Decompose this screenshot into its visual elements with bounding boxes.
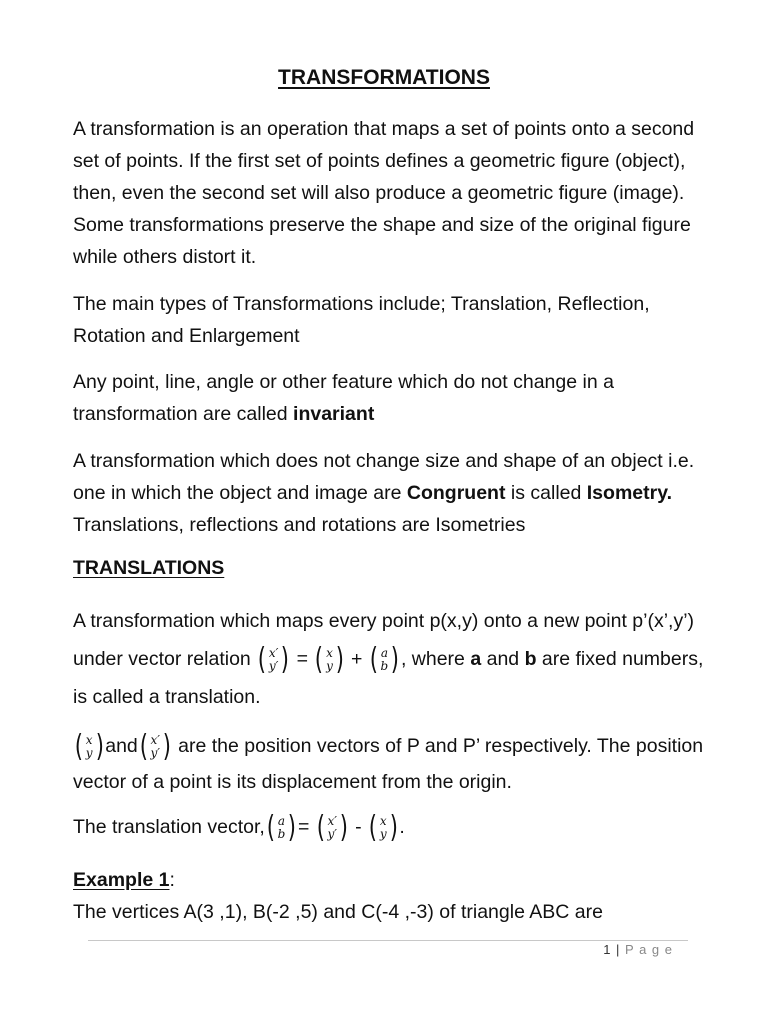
vector-a-b: ( a b ) — [266, 809, 297, 845]
translation-vector-line: The translation vector, ( a b ) = ( x′ y′ ) - ( x y ) . — [73, 809, 405, 845]
vector-a-b: ( a b ) — [369, 641, 400, 677]
congruent-term: Congruent — [406, 482, 506, 504]
isometry-term: Isometry. — [586, 482, 673, 504]
isometry-paragraph: A transformation which does not change size and shape of an object i.e. one in which the object and image are Congruent is called Isometry. Translations, reflections and rotations are Isometries — [73, 450, 695, 536]
vector-x-y: ( x y ) — [315, 641, 344, 677]
invariant-term: invariant — [293, 403, 375, 425]
position-vector-paragraph: ( x y ) and ( x′ y′ ) are the position vectors of P and P’ respectively. The position vector of a point is its displacement from the origin. — [73, 728, 704, 793]
example-block: Example 1: The vertices A(3 ,1), B(-2 ,5) and C(-4 ,-3) of triangle ABC are — [73, 869, 603, 923]
invariant-paragraph: Any point, line, angle or other feature which do not change in a transformation are called invariant — [73, 371, 614, 425]
vector-x-y: ( x y ) — [368, 809, 398, 845]
vector-xp-yp: ( x′ y′ ) — [139, 728, 171, 764]
vector-xp-yp: ( x′ y′ ) — [316, 809, 348, 845]
example-text: The vertices A(3 ,1), B(-2 ,5) and C(-4 ,-3) of triangle ABC are — [73, 901, 603, 923]
vector-x-y: ( x y ) — [74, 728, 104, 764]
types-paragraph: The main types of Transformations include; Translation, Reflection, Rotation and Enlargement — [73, 293, 650, 347]
vector-xp-yp: ( x′ y′ ) — [257, 641, 290, 677]
translation-definition: A transformation which maps every point p(x,y) onto a new point p’(x’,y’) under vector relation ( x′ y′ ) = ( x y ) + ( a b ) , where a and b are fixed numbers, is called a translation. — [73, 610, 704, 708]
page-title: TRANSFORMATIONS — [278, 66, 490, 89]
example-label: Example 1 — [73, 869, 170, 891]
page-label: P a g e — [625, 942, 673, 957]
page-number: 1 — [603, 942, 612, 957]
translations-heading: TRANSLATIONS — [73, 557, 225, 579]
page-footer: 1 | P a g e — [603, 942, 673, 957]
intro-paragraph: A transformation is an operation that maps a set of points onto a second set of points. If the first set of points defines a geometric figure (object), then, even the second set will also produce a geometric figure (image). Some transformations preserve the shape and size of the original figure while others distort it. — [73, 118, 695, 268]
footer-divider — [88, 940, 688, 941]
